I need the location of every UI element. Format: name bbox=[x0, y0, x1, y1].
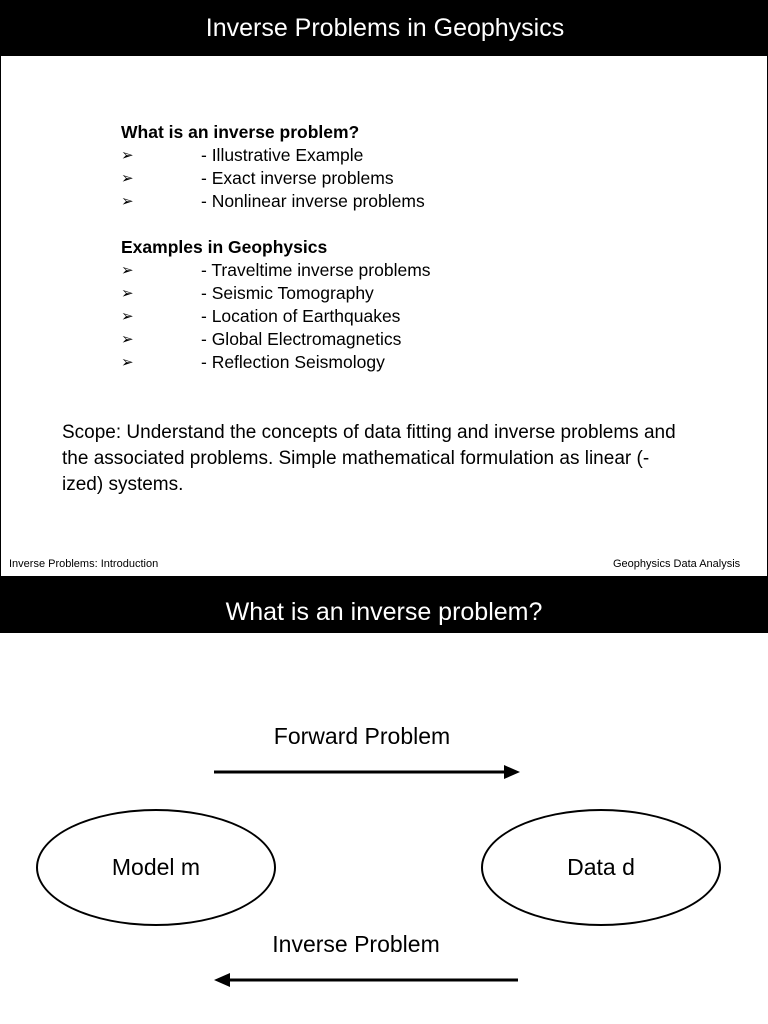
footer-right: Geophysics Data Analysis bbox=[613, 558, 741, 570]
inverse-problem-label: Inverse Problem bbox=[272, 931, 440, 957]
list-item: ➢ - Exact inverse problems bbox=[121, 168, 394, 188]
section-examples-geophysics bbox=[121, 236, 431, 374]
arrow-bullet-icon: ➢ bbox=[121, 308, 134, 325]
section-heading: What is an inverse problem? bbox=[121, 122, 360, 142]
scope-text: Understand the concepts of data fitting and inverse problems and the associated problems. Simple mathematical formulation as linear (-ized) systems. bbox=[62, 422, 676, 495]
list-item: ➢ - Seismic Tomography bbox=[121, 283, 374, 303]
scope-paragraph bbox=[62, 420, 682, 498]
arrow-bullet-icon: ➢ bbox=[121, 147, 134, 164]
slide-1-title: Inverse Problems in Geophysics bbox=[1, 0, 768, 56]
list-item: ➢ - Global Electromagnetics bbox=[121, 329, 402, 349]
slide-2-title: What is an inverse problem? bbox=[0, 576, 768, 633]
arrow-bullet-icon: ➢ bbox=[121, 193, 134, 210]
list-item: ➢ - Illustrative Example bbox=[121, 145, 364, 165]
slide-2 bbox=[0, 576, 768, 1024]
list-item: ➢ - Nonlinear inverse problems bbox=[121, 191, 425, 211]
footer-left: Inverse Problems: Introduction bbox=[9, 558, 159, 570]
model-label: Model m bbox=[111, 854, 201, 880]
section-inverse-problem bbox=[121, 121, 425, 213]
arrow-bullet-icon: ➢ bbox=[121, 285, 134, 302]
arrow-bullet-icon: ➢ bbox=[121, 354, 134, 371]
list-item: ➢ - Reflection Seismology bbox=[121, 352, 385, 372]
forward-arrow-icon bbox=[214, 762, 524, 782]
forward-problem-label: Forward Problem bbox=[273, 723, 451, 749]
data-ellipse bbox=[481, 809, 721, 926]
list-item: ➢ - Traveltime inverse problems bbox=[121, 260, 431, 280]
data-label: Data d bbox=[567, 854, 635, 880]
list-item: ➢ - Location of Earthquakes bbox=[121, 306, 401, 326]
arrow-bullet-icon: ➢ bbox=[121, 331, 134, 348]
model-ellipse bbox=[36, 809, 276, 926]
scope-label: Scope: bbox=[62, 422, 122, 443]
inverse-arrow-icon bbox=[212, 970, 522, 990]
arrow-bullet-icon: ➢ bbox=[121, 170, 134, 187]
arrow-bullet-icon: ➢ bbox=[121, 262, 134, 279]
section-heading: Examples in Geophysics bbox=[121, 237, 328, 257]
